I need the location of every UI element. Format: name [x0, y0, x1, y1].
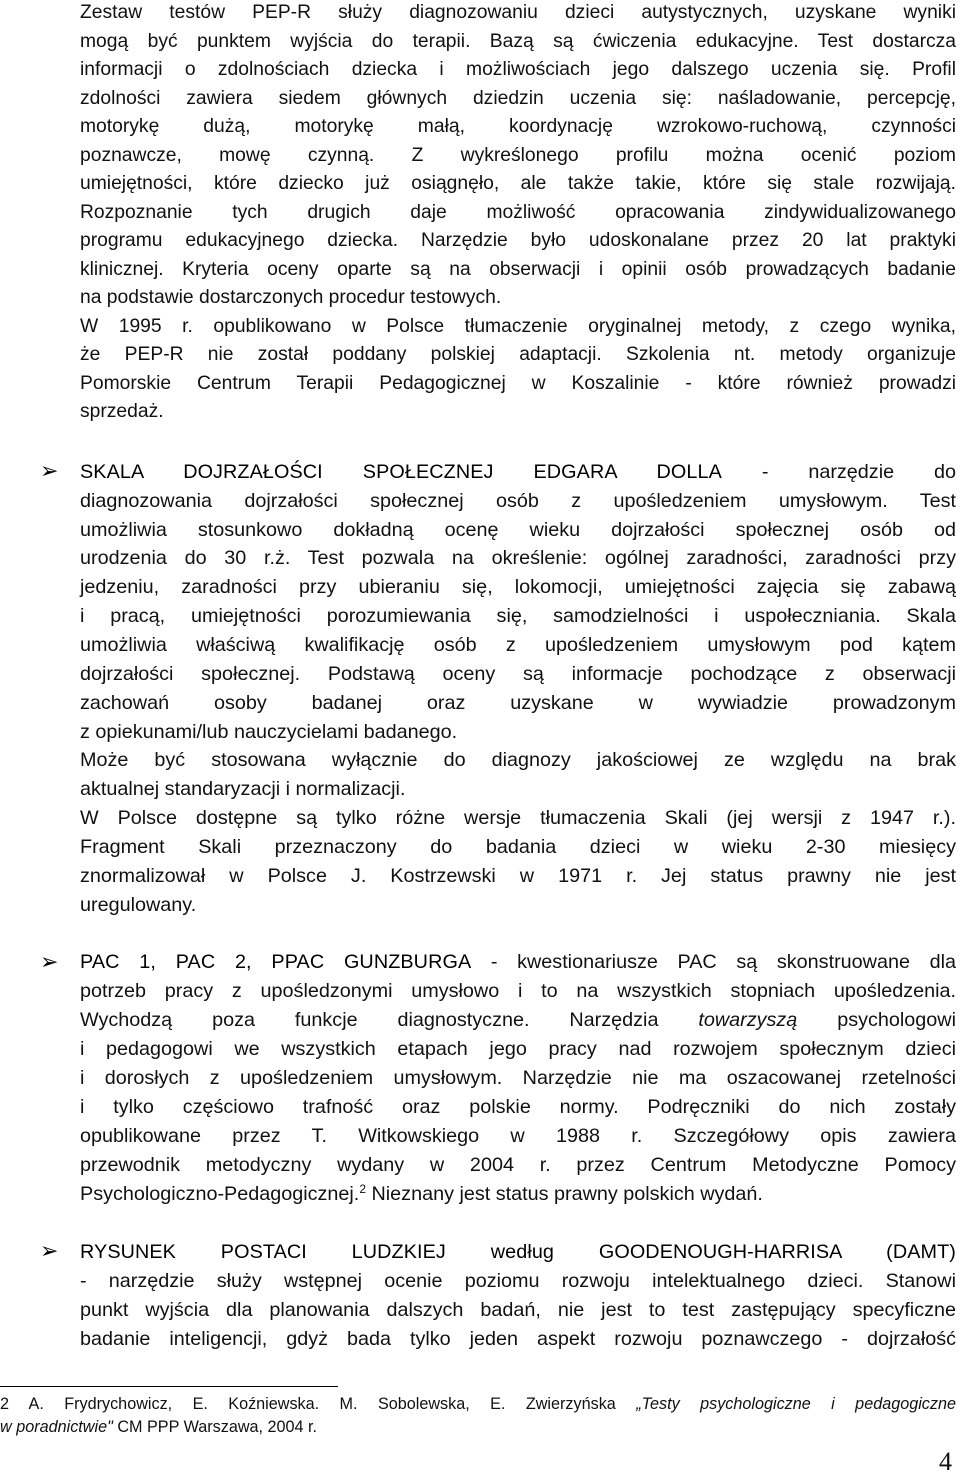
- text-line: klinicznej. Kryteria oceny oparte są na obserwacji i opinii osób prowadzących badanie: [80, 259, 956, 280]
- text-line: zachowań osoby badanej oraz uzyskane w wywiadzie prowadzonym: [80, 692, 956, 714]
- text-line: [80, 1006, 956, 1034]
- text-line: potrzeb pracy z upośledzonymi umysłowo i to na wszystkich stopniach upośledzenia.: [80, 980, 956, 1002]
- italic-word: towarzyszą: [698, 1009, 798, 1031]
- bullet-arrow-icon: ➢: [40, 459, 59, 484]
- text-line: sprzedaż.: [80, 401, 164, 422]
- section-first-line: [80, 948, 956, 976]
- section-heading: PAC 1, PAC 2, PPAC GUNZBURGA: [80, 951, 472, 973]
- text-line: opublikowane przez T. Witkowskiego w 1988 r. Szczegółowy opis zawiera: [80, 1125, 956, 1147]
- text-line: Fragment Skali przeznaczony do badania dzieci w wieku 2-30 miesięcy: [80, 836, 956, 858]
- footnote-line: [0, 1416, 956, 1438]
- text-line: Zestaw testów PEP-R służy diagnozowaniu dzieci autystycznych, uzyskane wyniki: [80, 2, 956, 23]
- text-line: urodzenia do 30 r.ż. Test pozwala na określenie: ogólnej zaradności, zaradności przy: [80, 547, 956, 569]
- text-line: diagnozowania dojrzałości społecznej osób z upośledzeniem umysłowym. Test: [80, 490, 956, 512]
- text-fragment: - kwestionariusze PAC są skonstruowane dla: [471, 951, 956, 973]
- text-line: umożliwia stosunkowo dokładną ocenę wieku dojrzałości społecznej osób od: [80, 519, 956, 541]
- text-line: na podstawie dostarczonych procedur testowych.: [80, 287, 502, 308]
- text-line: programu edukacyjnego dziecka. Narzędzie było udoskonalane przez 20 lat praktyki: [80, 230, 956, 251]
- section-heading: SKALA DOJRZAŁOŚCI SPOŁECZNEJ EDGARA DOLLA: [80, 461, 722, 483]
- text-fragment: A. Frydrychowicz, E. Koźniewska. M. Sobolewska, E. Zwierzyńska: [9, 1395, 637, 1413]
- text-line: Pomorskie Centrum Terapii Pedagogicznej w Koszalinie - które również prowadzi: [80, 373, 956, 394]
- text-line: i pracą, umiejętności porozumiewania się, samodzielności i uspołeczniania. Skala: [80, 605, 956, 627]
- text-line: mogą być punktem wyjścia do terapii. Bazą są ćwiczenia edukacyjne. Test dostarcza: [80, 31, 956, 52]
- text-fragment: psychologowi: [797, 1009, 956, 1031]
- text-line: znormalizował w Polsce J. Kostrzewski w 1971 r. Jej status prawny nie jest: [80, 865, 956, 887]
- text-line: aktualnej standaryzacji i normalizacji.: [80, 778, 406, 800]
- text-line: zdolności zawiera siedem głównych dziedzin uczenia się: naśladowanie, percepcję,: [80, 88, 956, 109]
- footnote-divider: [0, 1386, 338, 1387]
- text-line: że PEP-R nie został poddany polskiej adaptacji. Szkolenia nt. metody organizuje: [80, 344, 956, 365]
- text-line: z opiekunami/lub nauczycielami badanego.: [80, 721, 458, 743]
- text-fragment: Psychologiczno-Pedagogicznej.: [80, 1183, 360, 1205]
- text-line: przewodnik metodyczny wydany w 2004 r. przez Centrum Metodyczne Pomocy: [80, 1154, 956, 1176]
- text-fragment: CM PPP Warszawa, 2004 r.: [112, 1418, 318, 1436]
- text-line: jedzeniu, zaradności przy ubieraniu się, lokomocji, umiejętności zajęcia się zabawą: [80, 576, 956, 598]
- text-line: i pedagogowi we wszystkich etapach jego pracy nad rozwojem społecznym dzieci: [80, 1038, 956, 1060]
- text-line: - narzędzie służy wstępnej ocenie poziomu rozwoju intelektualnego dzieci. Stanowi: [80, 1270, 956, 1292]
- bullet-arrow-icon: ➢: [40, 950, 59, 975]
- text-line: dojrzałości społecznej. Podstawą oceny są informacje pochodzące z obserwacji: [80, 663, 956, 685]
- text-line: informacji o zdolnościach dziecka i możliwościach jego dalszego uczenia się. Profil: [80, 59, 956, 80]
- section-first-line: [80, 1238, 956, 1266]
- text-line: W Polsce dostępne są tylko różne wersje tłumaczenia Skali (jej wersji z 1947 r.).: [80, 807, 956, 829]
- text-line: i tylko częściowo trafność oraz polskie normy. Podręczniki do nich zostały: [80, 1096, 956, 1118]
- text-line: umożliwia właściwą kwalifikację osób z upośledzeniem umysłowym pod kątem: [80, 634, 956, 656]
- bullet-arrow-icon: ➢: [40, 1239, 59, 1264]
- text-line: Rozpoznanie tych drugich daje możliwość opracowania zindywidualizowanego: [80, 202, 956, 223]
- text-fragment: Nieznany jest status prawny polskich wydań.: [366, 1183, 763, 1205]
- section-heading: RYSUNEK POSTACI LUDZKIEJ według GOODENOUGH-HARRISA (DAMT): [80, 1241, 956, 1263]
- text-line: motorykę dużą, motorykę małą, koordynację wzrokowo-ruchową, czynności: [80, 116, 956, 137]
- text-line: i dorosłych z upośledzeniem umysłowym. Narzędzie nie ma oszacowanej rzetelności: [80, 1067, 956, 1089]
- text-line: punkt wyjścia dla planowania dalszych badań, nie jest to test zastępujący specyficzne: [80, 1299, 956, 1321]
- text-line: badanie inteligencji, gdyż bada tylko jeden aspekt rozwoju poznawczego - dojrzałość: [80, 1328, 956, 1350]
- text-line: umiejętności, które dziecko już osiągnęło, ale także takie, które się stale rozwijają.: [80, 173, 956, 194]
- text-line: poznawcze, mowę czynną. Z wykreślonego profilu można ocenić poziom: [80, 145, 956, 166]
- section-first-line: [80, 458, 956, 486]
- footnote-reference[interactable]: 2: [359, 1182, 366, 1196]
- page-number: 4: [939, 1447, 952, 1476]
- text-line: [80, 1180, 956, 1208]
- footnote-number: 2: [0, 1395, 10, 1413]
- text-fragment: Wychodzą poza funkcje diagnostyczne. Narzędzia: [80, 1009, 659, 1031]
- text-line: Może być stosowana wyłącznie do diagnozy jakościowej ze względu na brak: [80, 749, 956, 771]
- italic-title: w poradnictwie": [0, 1418, 113, 1436]
- footnote-line: [0, 1393, 956, 1415]
- text-line: uregulowany.: [80, 894, 197, 916]
- text-fragment: - narzędzie do: [721, 461, 956, 483]
- italic-title: „Testy psychologiczne i pedagogiczne: [636, 1395, 956, 1413]
- text-line: W 1995 r. opublikowano w Polsce tłumaczenie oryginalnej metody, z czego wynika,: [80, 316, 956, 337]
